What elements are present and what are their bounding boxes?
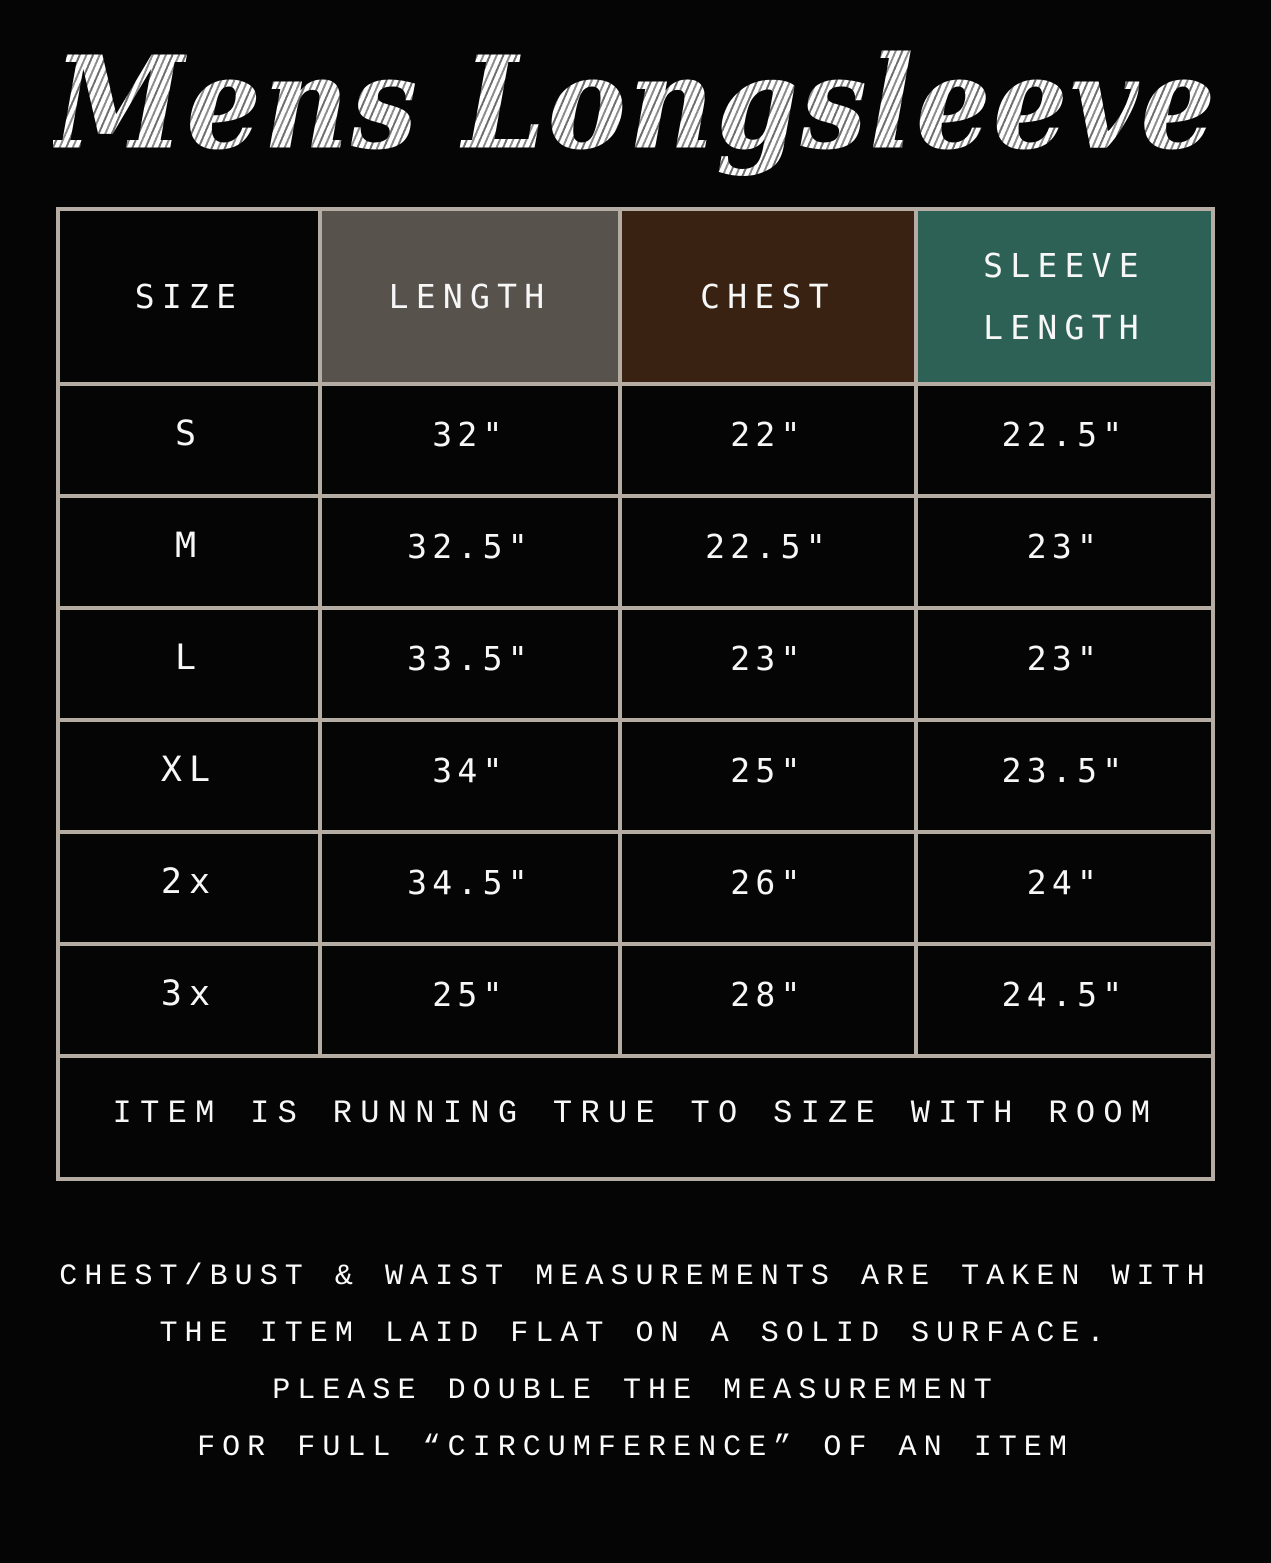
sleeve-length-value: 22.5"	[916, 384, 1213, 496]
page-title-wrap	[0, 0, 1271, 205]
table-header-row	[58, 209, 1213, 384]
sleeve-length-value: 23"	[916, 608, 1213, 720]
measurement-disclaimer	[0, 1249, 1271, 1477]
sleeve-length-value: 23"	[916, 496, 1213, 608]
disclaimer-line: FOR FULL “CIRCUMFERENCE” OF AN ITEM	[197, 1431, 1074, 1465]
size-label: M	[58, 496, 320, 608]
size-label: S	[58, 384, 320, 496]
table-row	[58, 608, 1213, 720]
chest-value: 22.5"	[620, 496, 916, 608]
header-sleeve-length: SLEEVE LENGTH	[916, 209, 1213, 384]
size-label: XL	[58, 720, 320, 832]
length-value: 33.5"	[320, 608, 620, 720]
sleeve-length-value: 24"	[916, 832, 1213, 944]
chest-value: 23"	[620, 608, 916, 720]
size-label: L	[58, 608, 320, 720]
size-label: 2x	[58, 832, 320, 944]
table-row	[58, 944, 1213, 1056]
header-chest: CHEST	[620, 209, 916, 384]
header-size: SIZE	[58, 209, 320, 384]
disclaimer-line: THE ITEM LAID FLAT ON A SOLID SURFACE.	[159, 1317, 1112, 1351]
length-value: 32.5"	[320, 496, 620, 608]
table-row	[58, 496, 1213, 608]
table-row	[58, 832, 1213, 944]
sleeve-length-value: 23.5"	[916, 720, 1213, 832]
table-row	[58, 720, 1213, 832]
length-value: 25"	[320, 944, 620, 1056]
length-value: 32"	[320, 384, 620, 496]
chest-value: 26"	[620, 832, 916, 944]
fit-note: ITEM IS RUNNING TRUE TO SIZE WITH ROOM	[58, 1056, 1213, 1179]
size-chart-table	[56, 207, 1215, 1181]
sleeve-length-value: 24.5"	[916, 944, 1213, 1056]
chest-value: 28"	[620, 944, 916, 1056]
fit-note-row	[58, 1056, 1213, 1179]
chest-value: 25"	[620, 720, 916, 832]
table-row	[58, 384, 1213, 496]
chest-value: 22"	[620, 384, 916, 496]
length-value: 34.5"	[320, 832, 620, 944]
disclaimer-line: PLEASE DOUBLE THE MEASUREMENT	[272, 1374, 999, 1408]
length-value: 34"	[320, 720, 620, 832]
disclaimer-line: CHEST/BUST & WAIST MEASUREMENTS ARE TAKEN WITH	[59, 1260, 1212, 1294]
size-label: 3x	[58, 944, 320, 1056]
header-length: LENGTH	[320, 209, 620, 384]
page-title: Mens Longsleeve	[53, 27, 1218, 178]
